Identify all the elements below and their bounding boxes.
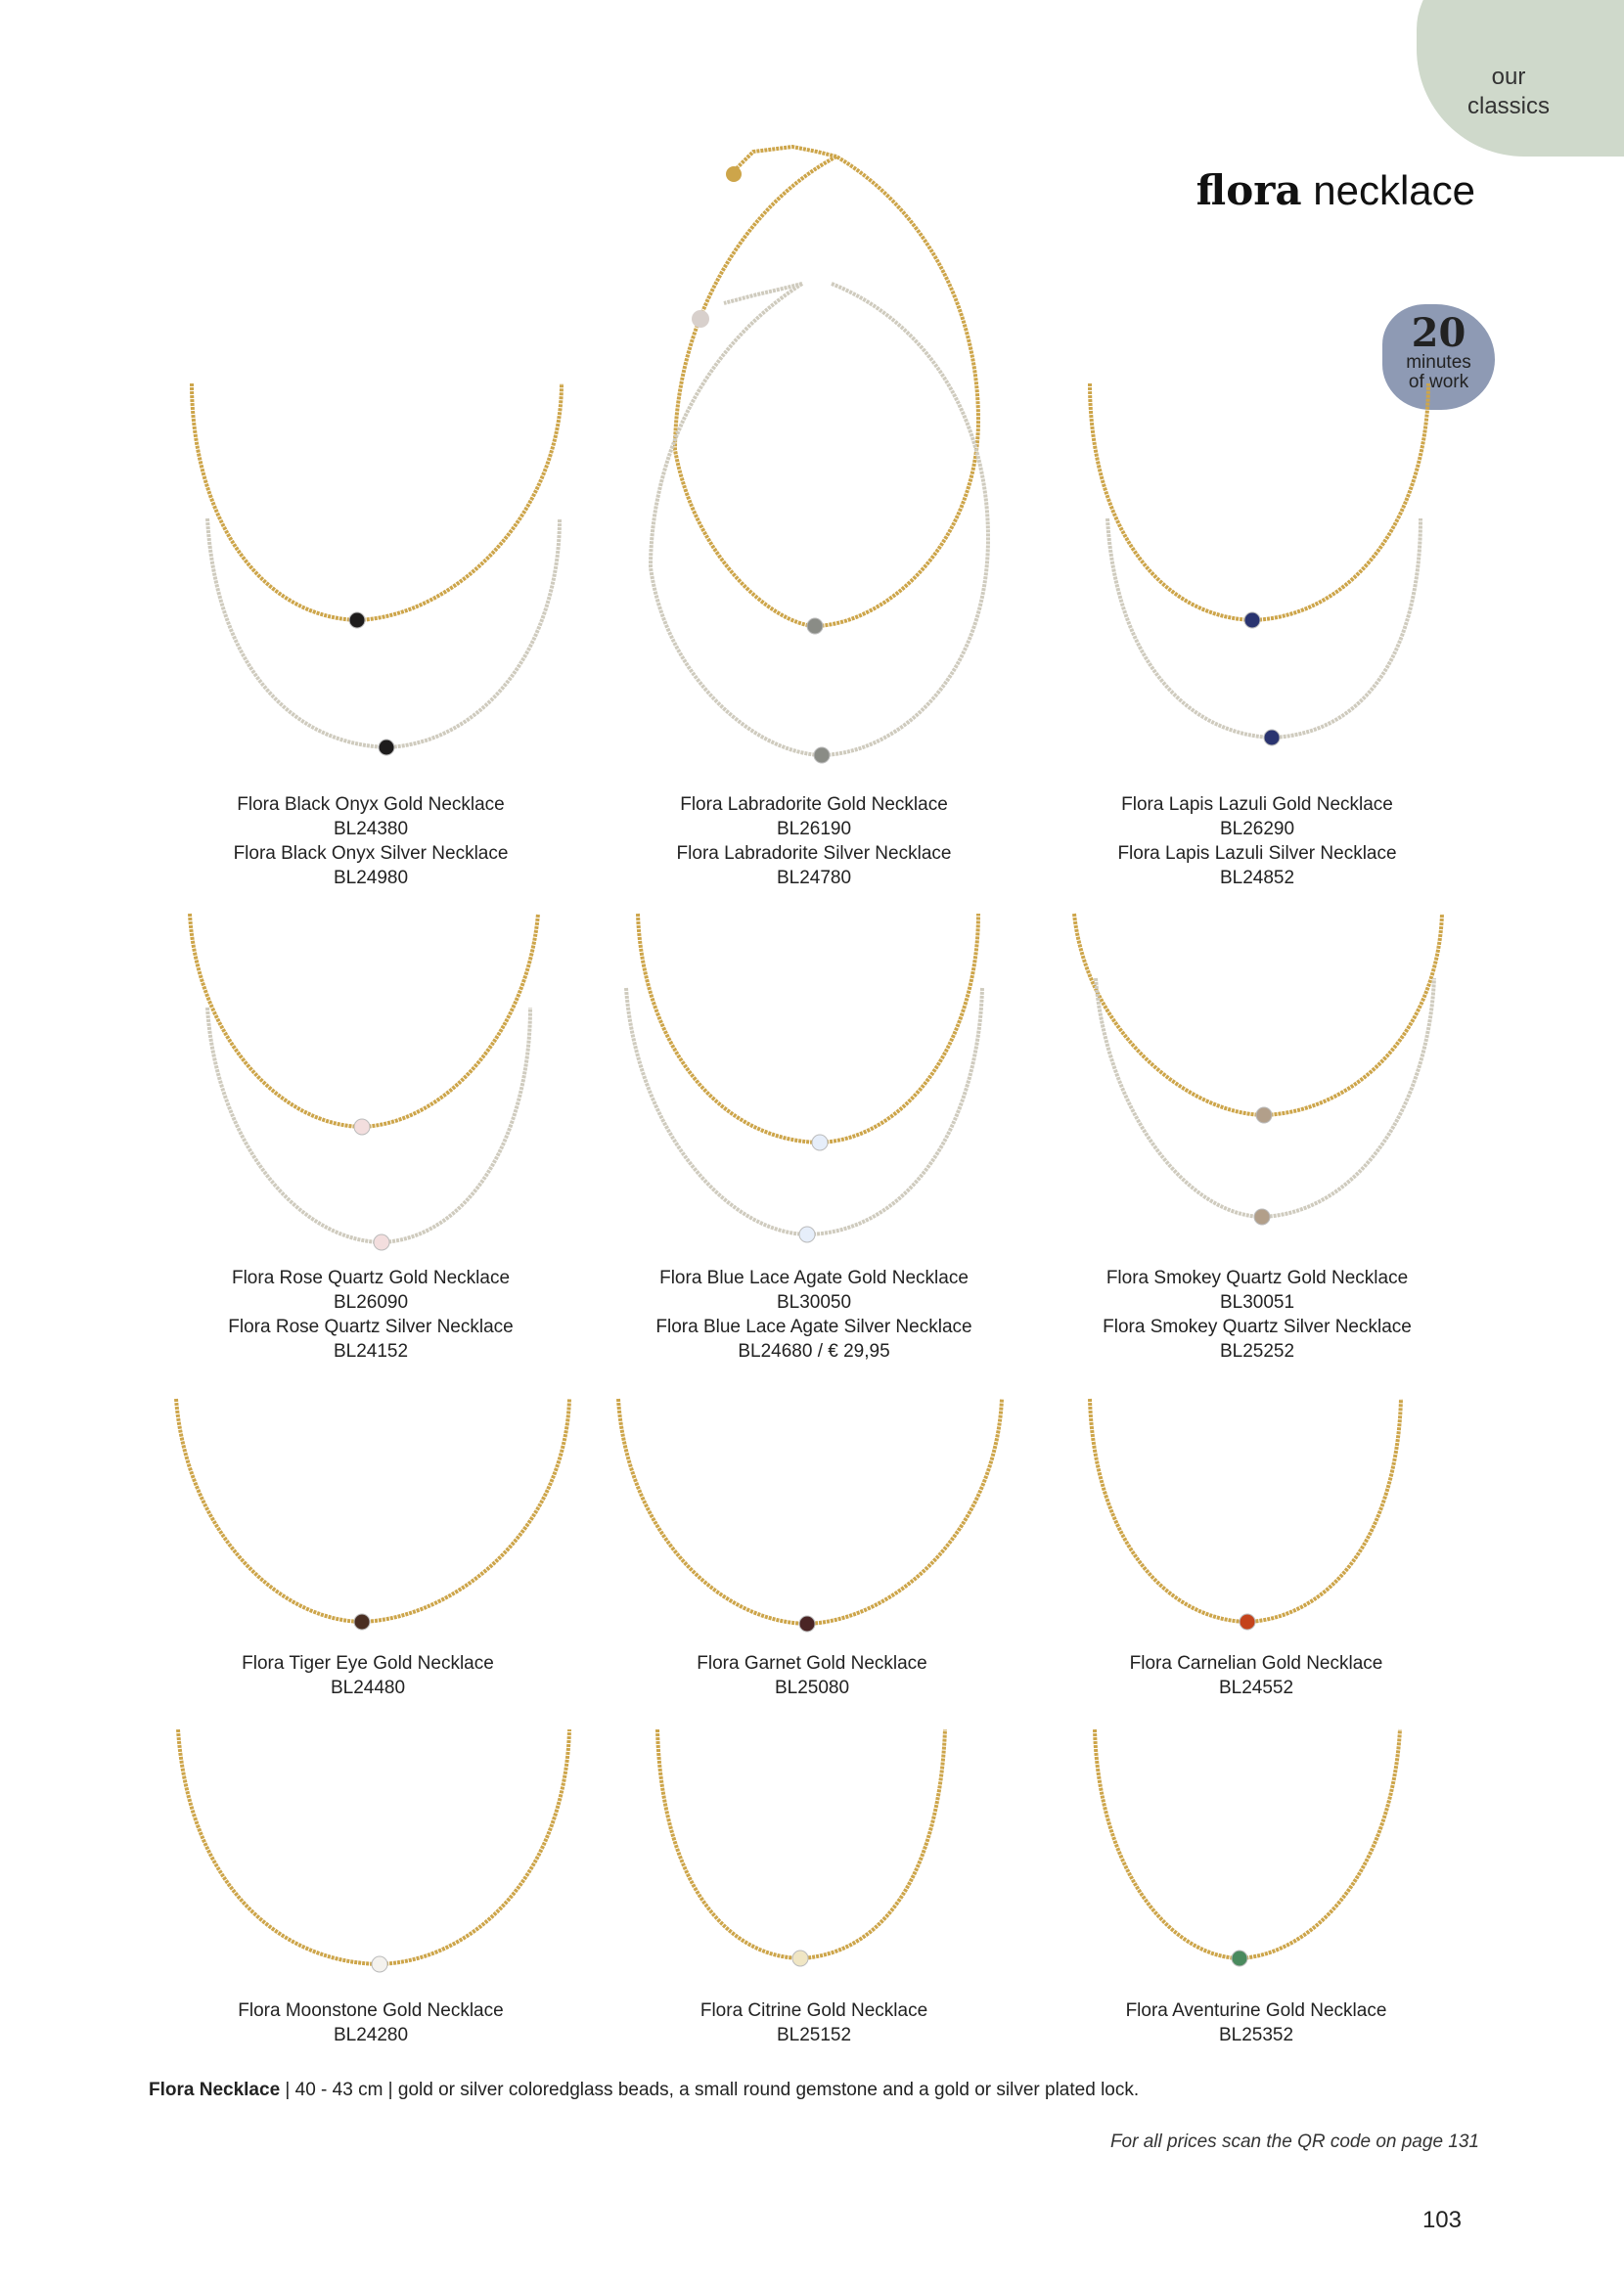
product-caption-rose-quartz [165,1266,576,1364]
necklace-image-carnelian [1076,1389,1428,1643]
gemstone [372,1956,387,1972]
gemstone [799,1227,815,1242]
gold-code: BL30051 [1219,1292,1295,1313]
silver-strand [1107,518,1421,738]
gold-strand [734,147,836,171]
silver-code: BL24852 [1219,868,1295,888]
gold-code: BL25152 [776,2025,852,2045]
gold-strand [178,1729,569,1964]
gemstone [354,1614,370,1630]
gold-name: Flora Lapis Lazuli Gold Necklace [1121,794,1393,815]
silver-name: Flora Blue Lace Agate Silver Necklace [655,1317,972,1337]
silver-strand [207,518,560,747]
product-caption-garnet [607,1651,1017,1700]
gold-name: Flora Tiger Eye Gold Necklace [242,1653,494,1674]
gold-strand [1074,914,1442,1115]
necklace-image-labradorite [626,127,1017,773]
product-caption-citrine [609,1998,1019,2047]
gemstone [1264,730,1280,745]
gold-code: BL25080 [774,1678,850,1698]
gemstone [799,1616,815,1632]
silver-name: Flora Black Onyx Silver Necklace [233,843,509,864]
gemstone [1240,1614,1255,1630]
gold-code: BL26090 [333,1292,409,1313]
necklace-image-smokey-quartz [1066,910,1467,1252]
badge-line-1: minutes [1406,352,1471,373]
gold-strand [1095,1729,1400,1958]
description-label: Flora Necklace [149,2080,281,2100]
gemstone [354,1119,370,1135]
silver-strand [1096,978,1434,1217]
gold-name: Flora Rose Quartz Gold Necklace [231,1268,511,1288]
gemstone [379,740,394,755]
gold-strand [638,914,978,1143]
gold-strand [192,383,562,620]
product-caption-moonstone [165,1998,576,2047]
silver-code: BL24680 / € 29,95 [738,1341,890,1362]
necklace-image-moonstone [166,1722,587,1976]
page-number: 103 [1421,2207,1462,2233]
silver-code: BL24980 [333,868,409,888]
product-caption-blue-lace-agate [609,1266,1019,1364]
necklace-image-tiger-eye [166,1389,587,1643]
gold-name: Flora Blue Lace Agate Gold Necklace [659,1268,969,1288]
description-text: | 40 - 43 cm | gold or silver coloredglass beads, a small round gemstone and a gold or silver plated lock. [280,2080,1140,2100]
gold-code: BL24380 [333,819,409,839]
gold-name: Flora Citrine Gold Necklace [699,2000,928,2021]
silver-name: Flora Smokey Quartz Silver Necklace [1103,1317,1412,1337]
necklace-image-rose-quartz [176,910,567,1262]
gemstone [792,1951,808,1966]
section-tab-line-1: our [1491,64,1526,90]
gold-strand [675,157,978,626]
section-tab-label [1450,63,1567,121]
section-tab-line-2: classics [1466,93,1550,119]
gold-name: Flora Garnet Gold Necklace [697,1653,927,1674]
silver-tag [692,310,709,328]
product-caption-lapis-lazuli [1052,792,1463,890]
prices-note: For all prices scan the QR code on page 131 [1109,2131,1479,2152]
gold-strand [657,1729,945,1958]
gold-strand [1090,383,1428,620]
necklace-image-citrine [646,1722,969,1976]
gemstone [374,1234,389,1250]
silver-strand [724,284,802,303]
silver-code: BL25252 [1219,1341,1295,1362]
silver-name: Flora Labradorite Silver Necklace [676,843,952,864]
gold-name: Flora Carnelian Gold Necklace [1129,1653,1383,1674]
gold-name: Flora Moonstone Gold Necklace [238,2000,504,2021]
product-caption-tiger-eye [162,1651,573,1700]
gold-code: BL24280 [333,2025,409,2045]
product-description [149,2080,1139,2101]
gold-strand [176,1399,569,1622]
gold-code: BL26190 [776,819,852,839]
product-caption-black-onyx [165,792,576,890]
silver-name: Flora Lapis Lazuli Silver Necklace [1117,843,1397,864]
gemstone [1254,1209,1270,1225]
necklace-image-lapis-lazuli [1076,372,1467,763]
badge-number: 20 [1411,310,1466,356]
badge-line-2: of work [1408,372,1469,392]
gold-code: BL26290 [1219,819,1295,839]
gold-code: BL30050 [776,1292,852,1313]
gemstone [1232,1951,1247,1966]
product-caption-labradorite [609,792,1019,890]
gemstone [812,1135,828,1150]
gold-strand [1090,1399,1401,1622]
gold-code: BL24480 [330,1678,406,1698]
title-rest: necklace [1301,167,1475,213]
product-caption-aventurine [1051,1998,1462,2047]
gemstone [814,747,830,763]
gold-tag [726,166,742,182]
gemstone [1244,612,1260,628]
product-caption-smokey-quartz [1052,1266,1463,1364]
gold-name: Flora Labradorite Gold Necklace [680,794,948,815]
page-title [1196,166,1475,214]
necklace-image-black-onyx [176,372,587,763]
silver-code: BL24152 [333,1341,409,1362]
gold-code: BL25352 [1218,2025,1294,2045]
gold-code: BL24552 [1218,1678,1294,1698]
silver-strand [626,988,982,1234]
product-caption-carnelian [1051,1651,1462,1700]
silver-strand [651,284,988,755]
necklace-image-aventurine [1081,1722,1419,1976]
silver-code: BL24780 [776,868,852,888]
gold-name: Flora Black Onyx Gold Necklace [237,794,505,815]
gold-strand [618,1399,1002,1624]
gold-strand [190,914,538,1127]
gemstone [1256,1107,1272,1123]
gemstone [807,618,823,634]
gold-name: Flora Aventurine Gold Necklace [1125,2000,1387,2021]
necklace-image-garnet [607,1389,1017,1643]
title-brand: flora [1195,166,1302,214]
silver-name: Flora Rose Quartz Silver Necklace [228,1317,514,1337]
necklace-image-blue-lace-agate [616,910,1008,1262]
gold-name: Flora Smokey Quartz Gold Necklace [1105,1268,1409,1288]
gemstone [349,612,365,628]
